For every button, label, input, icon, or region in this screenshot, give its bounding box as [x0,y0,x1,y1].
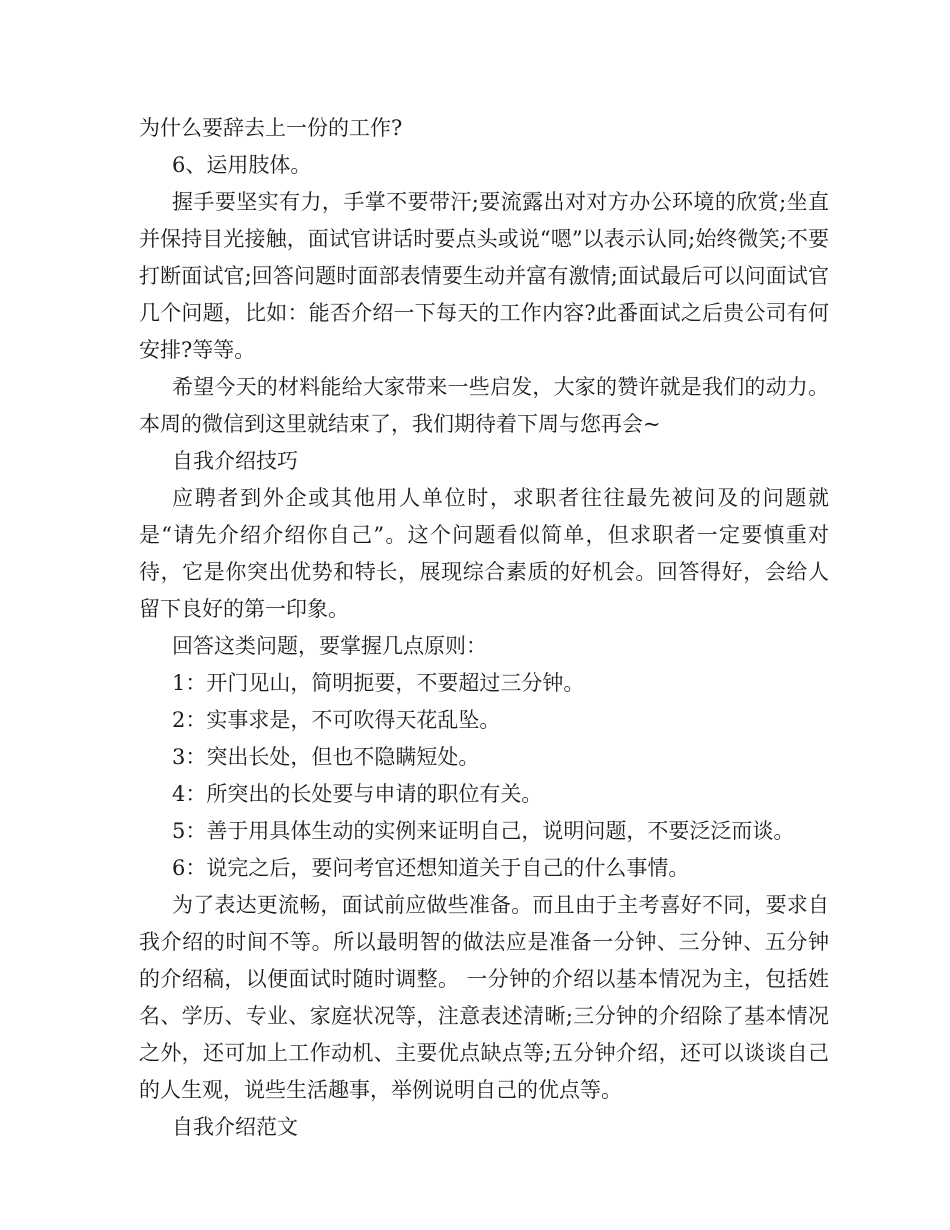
list-item-principle-1: 1：开门见山，简明扼要，不要超过三分钟。 [172,671,585,695]
list-item-principle-6: 6：说完之后，要问考官还想知道关于自己的什么事情。 [172,856,690,880]
heading-sample-essay: 自我介绍范文 [172,1115,298,1139]
paragraph-preparation: 为了表达更流畅，面试前应做些准备。而且由于主考喜好不同，要求自我介绍的时间不等。所以最明智的做法应是准备一分钟、三分钟、五分钟的介绍稿，以便面试时随时调整。 一分钟的介绍以基本情况为主，包括姓名、学历、专业、家庭状况等，注意表述清晰;三分钟的介绍除了基本情况之外，还可加上工作动机、主要优点缺点等;五分钟介绍，还可以谈谈自己的人生观，说些生活趣事，举例说明自己的优点等。 [139,893,829,1102]
heading-body-language: 6、运用肢体。 [172,153,312,177]
paragraph-resign-question: 为什么要辞去上一份的工作? [139,116,403,140]
paragraph-self-intro-intro: 应聘者到外企或其他用人单位时，求职者往往最先被问及的问题就是“请先介绍介绍你自己”。这个问题看似简单，但求职者一定要慎重对待，它是你突出优势和特长，展现综合素质的好机会。回答得好，会给人留下良好的第一印象。 [139,486,829,621]
list-item-principle-3: 3：突出长处，但也不隐瞒短处。 [172,745,480,769]
paragraph-closing: 希望今天的材料能给大家带来一些启发，大家的赞许就是我们的动力。本周的微信到这里就结束了，我们期待着下周与您再会~ [139,375,829,436]
heading-self-intro-tips: 自我介绍技巧 [172,449,298,473]
document-page [139,110,829,1146]
list-item-principle-5: 5：善于用具体生动的实例来证明自己，说明问题，不要泛泛而谈。 [172,819,795,843]
paragraph-body-language: 握手要坚实有力，手掌不要带汗;要流露出对对方办公环境的欣赏;坐直并保持目光接触，面试官讲话时要点头或说“嗯”以表示认同;始终微笑;不要打断面试官;回答问题时面部表情要生动并富有激情;面试最后可以问面试官几个问题，比如：能否介绍一下每天的工作内容?此番面试之后贵公司有何安排?等等。 [139,190,829,362]
list-item-principle-4: 4：所突出的长处要与申请的职位有关。 [172,782,543,806]
paragraph-principles-lead: 回答这类问题，要掌握几点原则： [172,634,487,658]
list-item-principle-2: 2：实事求是，不可吹得天花乱坠。 [172,708,501,732]
